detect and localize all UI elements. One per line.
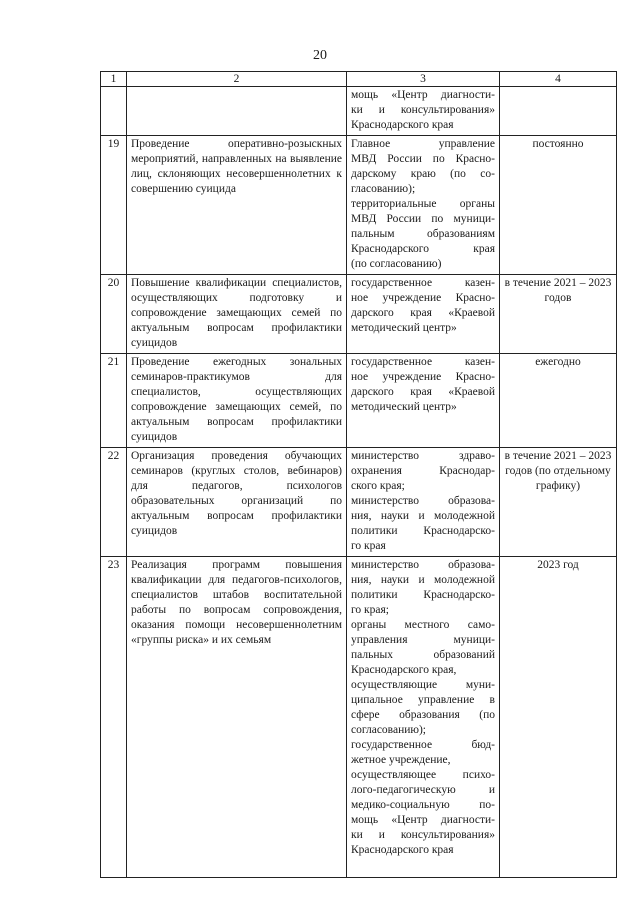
- responsible-line: органы местного само-: [351, 619, 495, 631]
- column-header: 2: [127, 72, 347, 87]
- row-term: ежегодно: [500, 354, 617, 448]
- row-number: 20: [101, 275, 127, 354]
- responsible-line: дарского края «Краевой: [351, 307, 495, 319]
- responsible-line: медико-социальную по-: [351, 799, 495, 811]
- responsible-line: сфере образования (по: [351, 709, 495, 721]
- responsible-line: министерство здраво-: [351, 450, 495, 462]
- responsible-line: ное учреждение Красно-: [351, 371, 495, 383]
- row-responsible: [347, 275, 500, 354]
- row-term: постоянно: [500, 136, 617, 275]
- responsible-line: дарскому краю (по со-: [351, 168, 495, 180]
- responsible-line: дарского края «Краевой: [351, 386, 495, 398]
- column-header: 1: [101, 72, 127, 87]
- row-term: [500, 87, 617, 136]
- responsible-line: ное учреждение Красно-: [351, 292, 495, 304]
- responsible-line: государственное казен-: [351, 356, 495, 368]
- row-number: 22: [101, 448, 127, 557]
- row-description: Проведение оперативно-розыскных мероприятий, направленных на выявление лиц, склоняющих несовершеннолетних к совершению суицида: [127, 136, 347, 275]
- responsible-line: государственное казен-: [351, 277, 495, 289]
- column-header: 4: [500, 72, 617, 87]
- responsible-line: МВД России по Красно-: [351, 153, 495, 165]
- row-description: [127, 87, 347, 136]
- row-responsible: [347, 354, 500, 448]
- responsible-line: министерство образова-: [351, 559, 495, 571]
- responsible-line: ния, науки и молодежной: [351, 510, 495, 522]
- row-responsible: [347, 557, 500, 878]
- responsible-line: го края;: [351, 604, 389, 616]
- responsible-line: гласованию);: [351, 183, 416, 195]
- responsible-line: го края: [351, 540, 386, 552]
- row-number: 19: [101, 136, 127, 275]
- responsible-line: согласованию);: [351, 724, 426, 736]
- responsible-line: политики Краснодарско-: [351, 525, 495, 537]
- responsible-line: Краснодарского края,: [351, 664, 457, 676]
- table-row: [101, 354, 617, 448]
- responsible-line: ки и консультирования»: [351, 829, 495, 841]
- table-row: [101, 136, 617, 275]
- row-description: Реализация программ повышения квалификации для педагогов-психологов, специалистов штабов воспитательной работы по вопросам сопровождения, оказания помощи несовершеннолетним «группы риска» и их семьям: [127, 557, 347, 878]
- row-description: Проведение ежегодных зональных семинаров-практикумов для специалистов, осуществляющих сопровождение замещающих семей, по актуальным вопросам профилактики суицидов: [127, 354, 347, 448]
- responsible-line: ципальное управление в: [351, 694, 495, 706]
- row-term: в течение 2021 – 2023 годов (по отдельному графику): [500, 448, 617, 557]
- table-row-continuation: [101, 87, 617, 136]
- row-responsible: [347, 448, 500, 557]
- responsible-line: министерство образова-: [351, 495, 495, 507]
- responsible-line: пальным образованиям: [351, 228, 495, 240]
- responsible-line: мощь «Центр диагности-: [351, 814, 495, 826]
- responsible-line: ского края;: [351, 480, 405, 492]
- responsible-line: Краснодарского края: [351, 119, 454, 131]
- table-row: [101, 275, 617, 354]
- row-term: 2023 год: [500, 557, 617, 878]
- responsible-line: территориальные органы: [351, 198, 495, 210]
- responsible-line: осуществляющее психо-: [351, 769, 495, 781]
- responsible-line: Главное управление: [351, 138, 495, 150]
- row-number: [101, 87, 127, 136]
- responsible-line: ки и консультирования»: [351, 104, 495, 116]
- page-number: 20: [313, 48, 327, 63]
- table-row: [101, 557, 617, 878]
- responsible-line: МВД России по муници-: [351, 213, 495, 225]
- row-number: 23: [101, 557, 127, 878]
- responsible-line: политики Краснодарско-: [351, 589, 495, 601]
- responsible-line: лого-педагогическую и: [351, 784, 495, 796]
- row-responsible: [347, 87, 500, 136]
- responsible-line: государственное бюд-: [351, 739, 495, 751]
- responsible-line: жетное учреждение,: [351, 754, 451, 766]
- column-header: 3: [347, 72, 500, 87]
- responsible-line: Краснодарского края: [351, 243, 495, 255]
- row-description: Повышение квалификации специалистов, осуществляющих подготовку и сопровождение замещающих семей по актуальным вопросам профилактики суицидов: [127, 275, 347, 354]
- responsible-line: осуществляющие муни-: [351, 679, 495, 691]
- table-header-row: [101, 72, 617, 87]
- action-plan-table: [100, 71, 617, 878]
- responsible-line: охранения Краснодар-: [351, 465, 495, 477]
- responsible-line: методический центр»: [351, 322, 457, 334]
- responsible-line: методический центр»: [351, 401, 457, 413]
- row-term: в течение 2021 – 2023 годов: [500, 275, 617, 354]
- row-number: 21: [101, 354, 127, 448]
- responsible-line: Краснодарского края: [351, 844, 454, 856]
- responsible-line: ния, науки и молодежной: [351, 574, 495, 586]
- responsible-line: (по согласованию): [351, 258, 442, 270]
- row-responsible: [347, 136, 500, 275]
- responsible-line: мощь «Центр диагности-: [351, 89, 495, 101]
- row-description: Организация проведения обучающих семинаров (круглых столов, вебинаров) для педагогов, психологов образовательных организаций по актуальным вопросам профилактики суицидов: [127, 448, 347, 557]
- table-row: [101, 448, 617, 557]
- responsible-line: пальных образований: [351, 649, 495, 661]
- responsible-line: управления муници-: [351, 634, 495, 646]
